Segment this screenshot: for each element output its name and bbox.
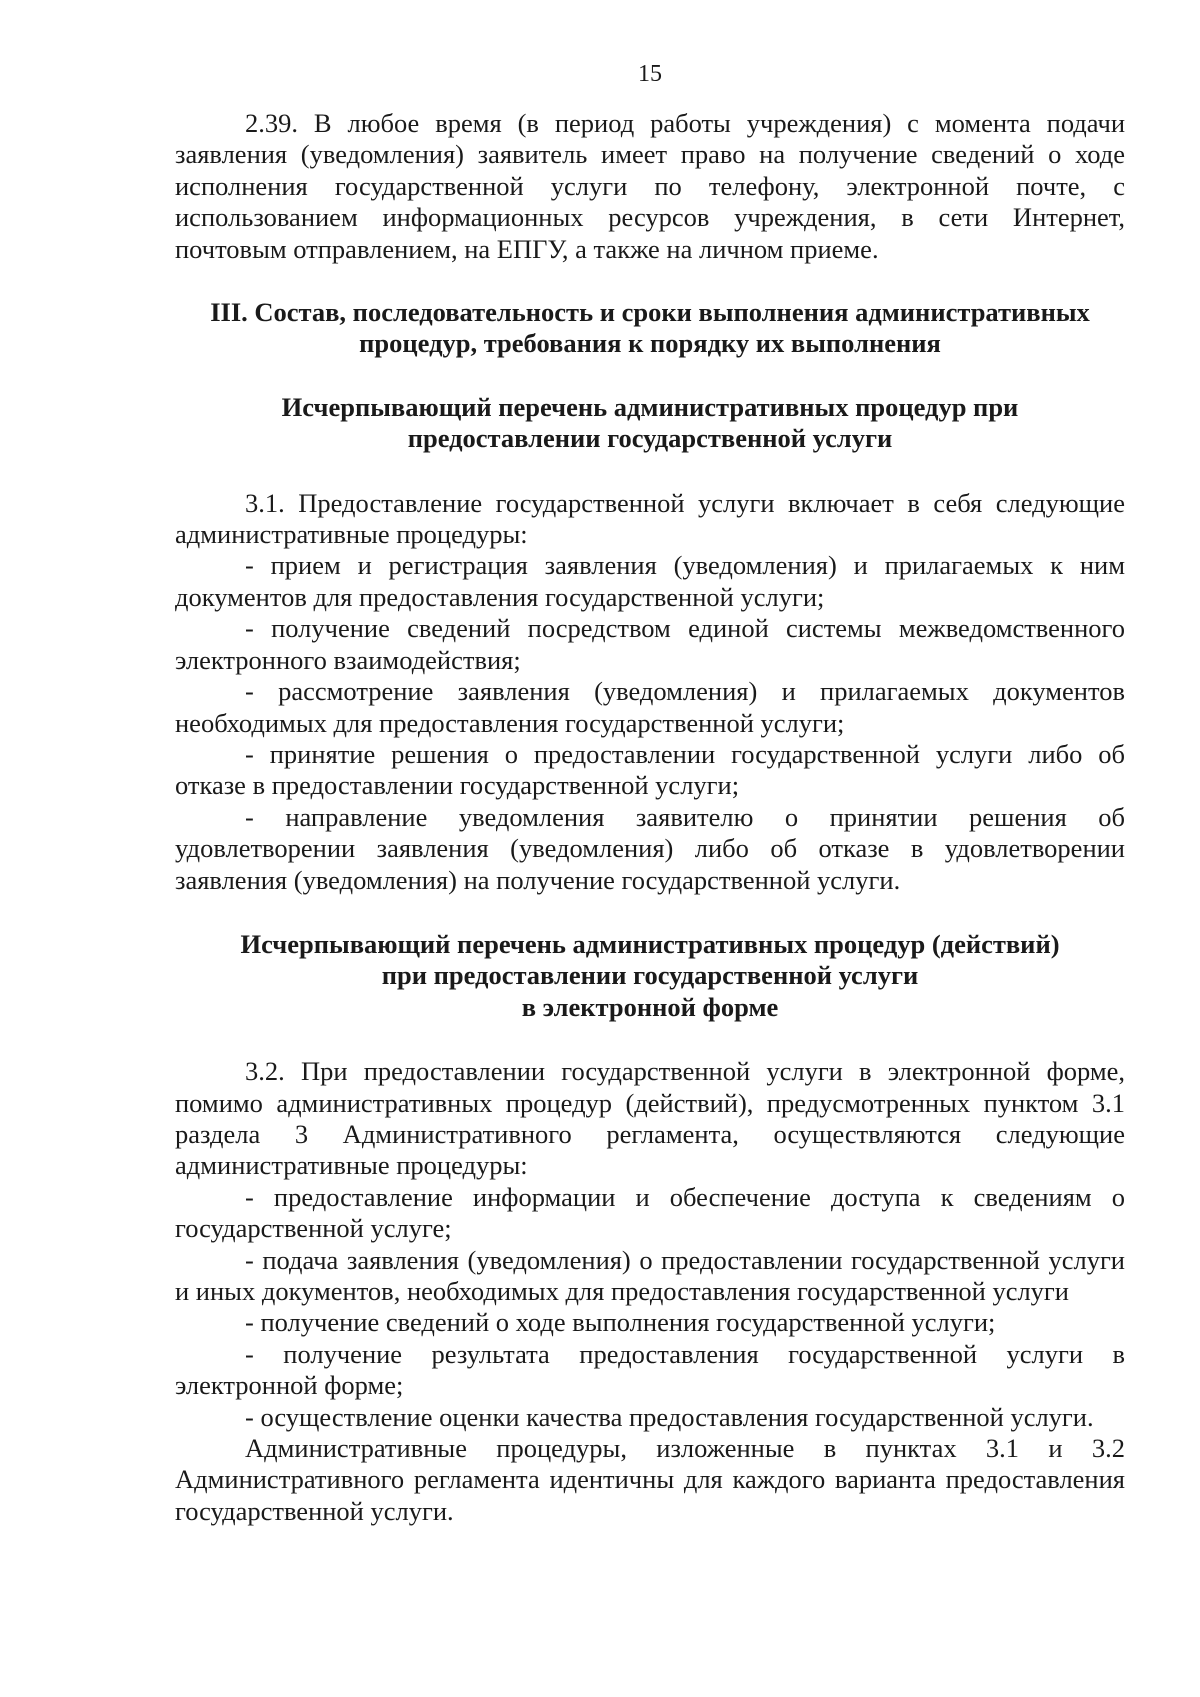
list-item: - принятие решения о предоставлении государственной услуги либо об отказе в предоставлении государственной услуги; xyxy=(175,738,1125,801)
section-heading-line-2: процедур, требования к порядку их выполнения xyxy=(359,328,941,359)
section-heading-line-1: III. Состав, последовательность и сроки выполнения административных xyxy=(210,297,1090,328)
section-3-1-intro: 3.1. Предоставление государственной услуги включает в себя следующие административные процедуры: xyxy=(175,487,1125,550)
section-3-2 xyxy=(175,1056,1125,1527)
list-item: - подача заявления (уведомления) о предоставлении государственной услуги и иных документов, необходимых для предоставления государственной услуги xyxy=(175,1244,1125,1306)
subheading-electronic-procedures xyxy=(175,929,1125,1023)
subheading-procedures-list xyxy=(175,392,1125,455)
subheading-2-line-3: в электронной форме xyxy=(521,991,779,1022)
subheading-2-line-1: Исчерпывающий перечень административных процедур (действий) xyxy=(240,928,1060,959)
list-item: - предоставление информации и обеспечение доступа к сведениям о государственной услуге; xyxy=(175,1181,1125,1244)
section-3-2-intro: 3.2. При предоставлении государственной услуги в электронной форме, помимо административных процедур (действий), предусмотренных пунктом 3.1 раздела 3 Административного регламента, осуществляются следующие административные процедуры: xyxy=(175,1056,1125,1181)
document-page xyxy=(175,58,1125,1527)
subheading-1-line-1: Исчерпывающий перечень административных процедур при xyxy=(281,391,1019,422)
paragraph-2-39: 2.39. В любое время (в период работы учреждения) с момента подачи заявления (уведомления) заявитель имеет право на получение сведений о ходе исполнения государственной услуги по телефону, электронной почте, с использованием информационных ресурсов учреждения, в сети Интернет, почтовым отправлением, на ЕПГУ, а также на личном приеме. xyxy=(175,108,1125,264)
subheading-2-line-2: при предоставлении государственной услуги xyxy=(381,960,919,991)
list-item: - осуществление оценки качества предоставления государственной услуги. xyxy=(245,1401,1094,1432)
list-item: - получение сведений о ходе выполнения государственной услуги; xyxy=(245,1307,996,1338)
section-heading xyxy=(175,297,1125,360)
list-item: - получение сведений посредством единой системы межведомственного электронного взаимодействия; xyxy=(175,613,1125,675)
list-item: - рассмотрение заявления (уведомления) и прилагаемых документов необходимых для предоставления государственной услуги; xyxy=(175,676,1125,738)
section-3-2-closing: Административные процедуры, изложенные в пунктах 3.1 и 3.2 Административного регламента идентичны для каждого варианта предоставления государственной услуги. xyxy=(175,1433,1125,1526)
list-item: - получение результата предоставления государственной услуги в электронной форме; xyxy=(175,1338,1125,1401)
section-3-1 xyxy=(175,488,1125,896)
list-item: - направление уведомления заявителю о принятии решения об удовлетворении заявления (уведомления) либо об отказе в удовлетворении заявления (уведомления) на получение государственной услуги. xyxy=(175,801,1125,895)
subheading-1-line-2: предоставлении государственной услуги xyxy=(407,423,893,454)
page-number: 15 xyxy=(638,61,662,87)
list-item: - прием и регистрация заявления (уведомления) и прилагаемых к ним документов для предоставления государственной услуги; xyxy=(175,550,1125,612)
